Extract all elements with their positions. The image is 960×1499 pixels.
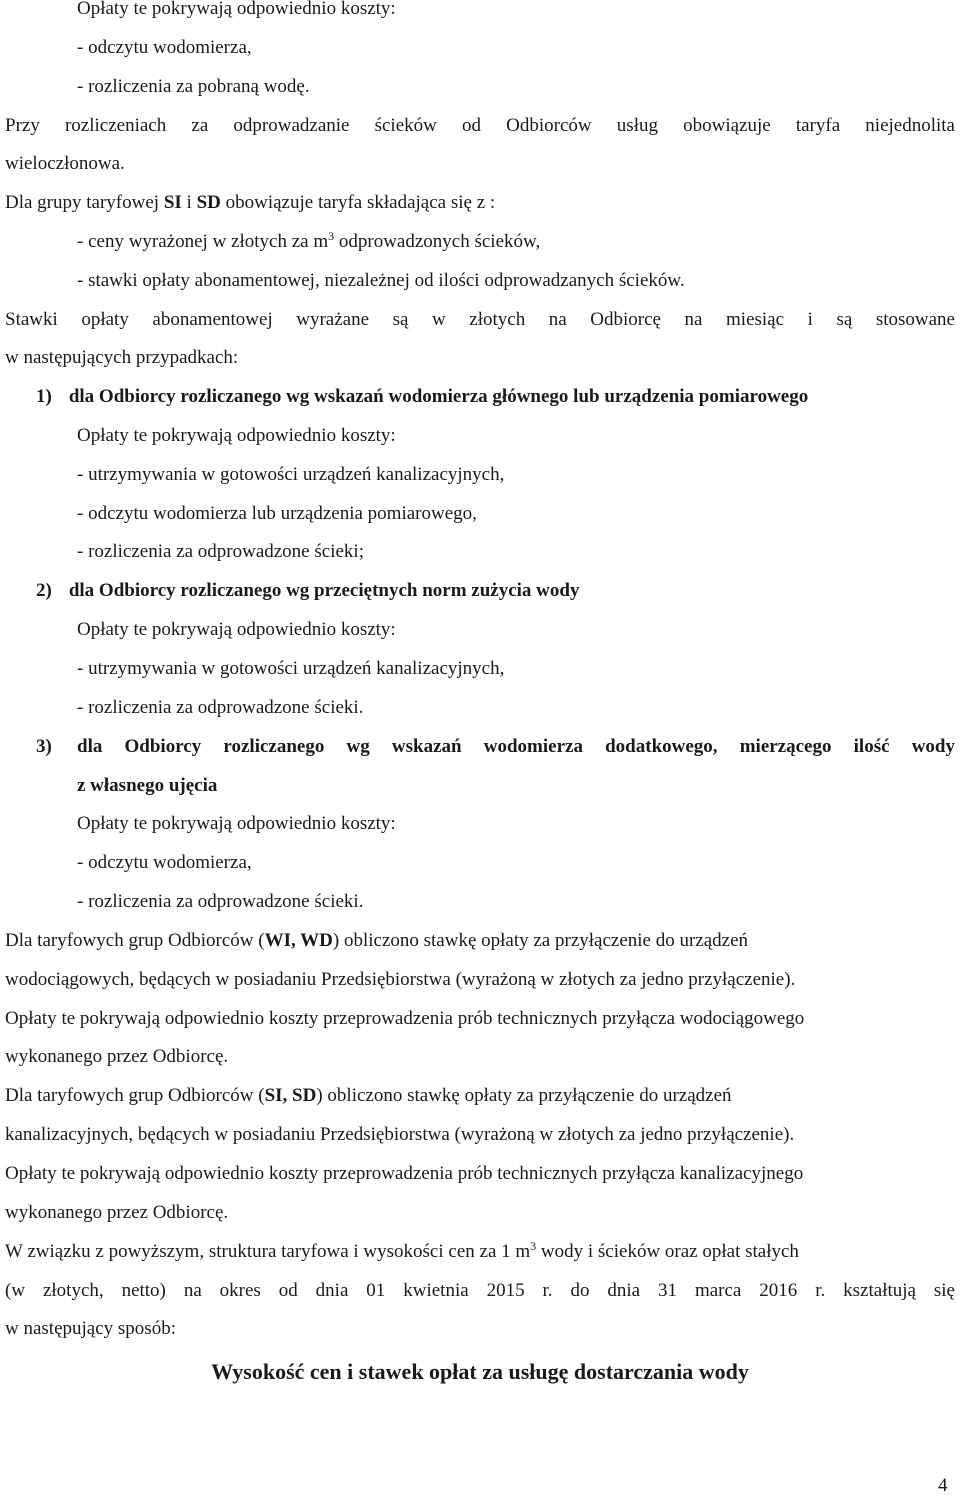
section-title: Wysokość cen i stawek opłat za usługę dostarczania wody	[211, 1359, 749, 1384]
text: - ceny wyrażonej w złotych za m	[77, 231, 329, 252]
paragraph-final-line: w następujący sposób:	[5, 1318, 176, 1339]
superscript: 3	[328, 229, 335, 243]
case-title: dla Odbiorcy rozliczanego wg przeciętnych norm zużycia wody	[68, 580, 580, 601]
intro-costs-line: Opłaty te pokrywają odpowiednio koszty:	[77, 0, 396, 19]
paragraph-si-sd	[5, 1084, 955, 1108]
text	[5, 1084, 732, 1108]
paragraph-rates-line: Stawki opłaty abonamentowej wyrażane są w złotych na Odbiorcę na miesiąc i są stosowane	[5, 309, 955, 330]
text: Dla taryfowych grup Odbiorców (	[5, 930, 265, 951]
paragraph-group	[5, 191, 955, 215]
case-1-item: - odczytu wodomierza lub urządzenia pomiarowego,	[77, 503, 477, 524]
paragraph-wi-wd-line: wodociągowych, będących w posiadaniu Przedsiębiorstwa (wyrażoną w złotych za jedno przyłączenie).	[5, 969, 796, 990]
paragraph-wi-wd-line: Opłaty te pokrywają odpowiednio koszty przeprowadzenia prób technicznych przyłącza wodociągowego	[5, 1008, 805, 1029]
page-number: 4	[938, 1475, 948, 1496]
case-1-heading	[36, 385, 955, 409]
superscript: 3	[530, 1239, 537, 1253]
case-2-heading	[36, 579, 955, 603]
case-3-costs: Opłaty te pokrywają odpowiednio koszty:	[77, 813, 396, 834]
case-1-item: - rozliczenia za odprowadzone ścieki;	[77, 541, 364, 562]
text: wody i ścieków oraz opłat stałych	[536, 1241, 799, 1262]
paragraph-wi-wd	[5, 929, 955, 953]
text: Dla grupy taryfowej	[5, 192, 164, 213]
group-code-sd: SD	[196, 192, 221, 213]
text: i	[181, 192, 197, 213]
text: ) obliczono stawkę opłaty za przyłączenie do urządzeń	[332, 930, 749, 951]
case-number: 1)	[36, 386, 52, 407]
text: odprowadzonych ścieków,	[334, 231, 541, 252]
case-1-item: - utrzymywania w gotowości urządzeń kanalizacyjnych,	[77, 464, 505, 485]
case-3-item: - rozliczenia za odprowadzone ścieki.	[77, 891, 364, 912]
paragraph-si-sd-line: Opłaty te pokrywają odpowiednio koszty przeprowadzenia prób technicznych przyłącza kanalizacyjnego	[5, 1163, 804, 1184]
case-title: dla Odbiorcy rozliczanego wg wskazań wodomierza dodatkowego, mierzącego ilość wody	[77, 736, 955, 757]
case-2-item: - utrzymywania w gotowości urządzeń kanalizacyjnych,	[77, 658, 505, 679]
case-3-heading-cont: z własnego ujęcia	[77, 775, 218, 796]
intro-item: - odczytu wodomierza,	[77, 37, 252, 58]
intro-item: - rozliczenia za pobraną wodę.	[77, 76, 310, 97]
text: obowiązuje taryfa składająca się z :	[220, 192, 496, 213]
bullet-price	[77, 230, 955, 254]
paragraph-si-sd-line: kanalizacyjnych, będących w posiadaniu Przedsiębiorstwa (wyrażoną w złotych za jedno przyłączenie).	[5, 1124, 795, 1145]
case-title: dla Odbiorcy rozliczanego wg wskazań wodomierza głównego lub urządzenia pomiarowego	[68, 386, 809, 407]
paragraph-final-line: (w złotych, netto) na okres od dnia 01 kwietnia 2015 r. do dnia 31 marca 2016 r. kształtują się	[5, 1280, 955, 1301]
case-1-costs: Opłaty te pokrywają odpowiednio koszty:	[77, 425, 396, 446]
case-number: 3)	[36, 736, 52, 757]
paragraph-sewage-line: Przy rozliczeniach za odprowadzanie ścieków od Odbiorców usług obowiązuje taryfa niejednolita	[5, 115, 955, 136]
text: ) obliczono stawkę opłaty za przyłączenie do urządzeń	[316, 1085, 732, 1106]
case-3-heading	[36, 735, 955, 759]
paragraph-rates-line: w następujących przypadkach:	[5, 347, 239, 368]
case-2-costs: Opłaty te pokrywają odpowiednio koszty:	[77, 619, 396, 640]
paragraph-wi-wd-line: wykonanego przez Odbiorcę.	[5, 1046, 229, 1067]
bullet-subscription: - stawki opłaty abonamentowej, niezależnej od ilości odprowadzanych ścieków.	[77, 270, 685, 291]
case-3-item: - odczytu wodomierza,	[77, 852, 252, 873]
group-code-si: SI	[163, 192, 182, 213]
group-codes: WI, WD	[264, 930, 333, 951]
paragraph-final	[5, 1240, 955, 1264]
case-number: 2)	[36, 580, 52, 601]
paragraph-si-sd-line: wykonanego przez Odbiorcę.	[5, 1202, 229, 1223]
case-2-item: - rozliczenia za odprowadzone ścieki.	[77, 697, 364, 718]
text: Dla taryfowych grup Odbiorców (	[5, 1085, 265, 1106]
text: W związku z powyższym, struktura taryfowa i wysokości cen za 1 m	[5, 1241, 531, 1262]
group-codes: SI, SD	[264, 1085, 317, 1106]
paragraph-sewage-line: wieloczłonowa.	[5, 153, 125, 174]
